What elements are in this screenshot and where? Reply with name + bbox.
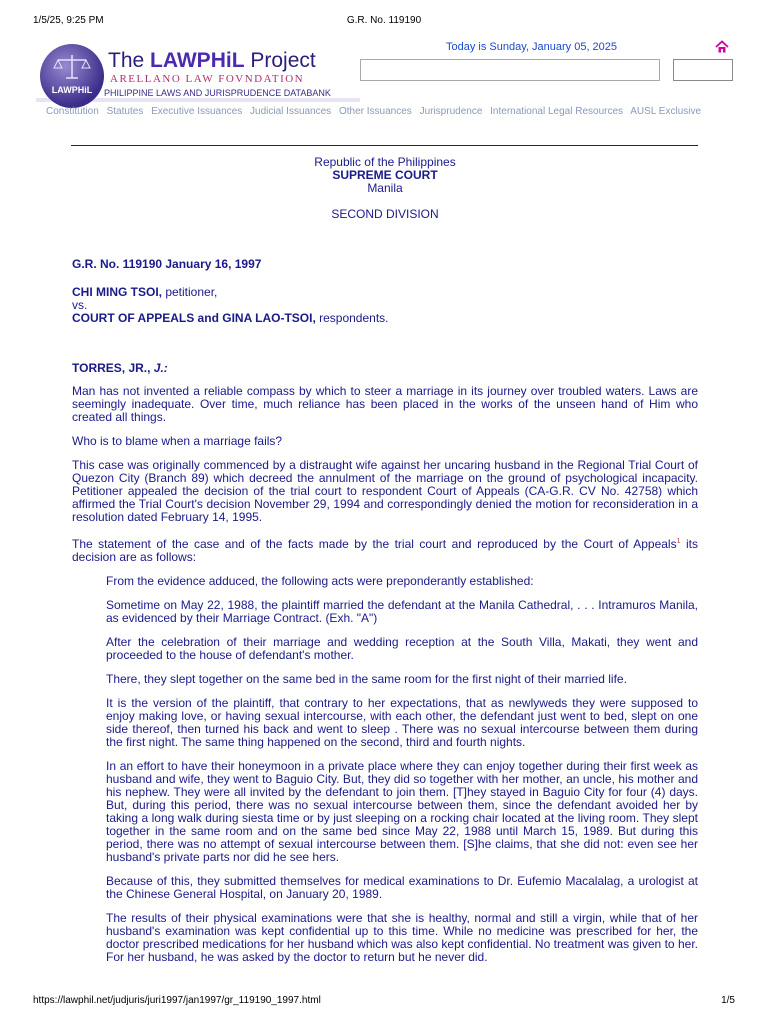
site-title-prefix: The: [108, 49, 151, 72]
quote-7: Because of this, they submitted themselves for medical examinations to Dr. Eufemio Macalalag, a urologist at the Chinese General Hospital, on January 20, 1989.: [106, 874, 698, 901]
nav-statutes[interactable]: Statutes: [106, 106, 144, 117]
today-date: Today is Sunday, January 05, 2025: [446, 41, 618, 53]
paragraph-4: [72, 535, 698, 564]
respondent: [72, 312, 698, 325]
paragraph-4-text-end: its decision are as follows:: [72, 537, 698, 564]
quote-2: Sometime on May 22, 1988, the plaintiff married the defendant at the Manila Cathedral, . . . Intramuros Manila, as evidenced by their Marriage Contract. (Exh. "A"): [106, 598, 698, 625]
site-title-bold: LAWPHiL: [150, 49, 245, 72]
paragraph-3: This case was originally commenced by a distraught wife against her uncaring husband in the Regional Trial Court of Quezon City (Branch 89) which decreed the annulment of the marriage on the ground of psychological incapacity. Petitioner appealed the decision of the trial court to respondent Court of Appeals (CA-G.R. CV No. 42758) which affirmed the Trial Court's decision November 29, 1994 and correspondingly denied the motion for reconsideration in a resolution dated February 14, 1995.: [72, 458, 698, 524]
print-page-number: 1/5: [721, 995, 735, 1006]
respondent-role: respondents.: [315, 311, 389, 325]
site-title-suffix: Project: [244, 49, 316, 72]
logo-text: LAWPHiL: [51, 85, 93, 95]
court-heading: [72, 156, 698, 221]
court-republic: Republic of the Philippines: [314, 155, 456, 169]
respondent-name: COURT OF APPEALS and GINA LAO-TSOI,: [72, 311, 316, 325]
case-parties: [72, 286, 698, 325]
court-name: SUPREME COURT: [332, 168, 438, 182]
main-nav: [46, 106, 706, 117]
quote-4: There, they slept together on the same bed in the same room for the first night of their married life.: [106, 672, 627, 686]
petitioner-name: CHI MING TSOI,: [72, 285, 162, 299]
print-datetime: 1/5/25, 9:25 PM: [33, 15, 104, 26]
quote-6: In an effort to have their honeymoon in a private place where they can enjoy together during their first week as husband and wife, they went to Baguio City. But, they did so together with her mother, an uncle, his mother and his nephew. They were all invited by the defendant to join them. [T]hey stayed in Baguio City for four (4) days. But, during this period, there was no sexual intercourse between them, since the defendant avoided her by taking a long walk during siesta time or by just sleeping on a rocking chair located at the living room. They slept together in the same room and on the same bed since May 22, 1988 until March 15, 1989. But during this period, there was no attempt of sexual intercourse between them. [S]he claims, that she did not: even see her husband's private parts nor did he see hers.: [106, 759, 698, 864]
quote-1: From the evidence adduced, the following acts were preponderantly established:: [106, 574, 534, 588]
decision-document: [72, 156, 698, 964]
paragraph-2: Who is to blame when a marriage fails?: [72, 434, 283, 448]
nav-jurisprudence[interactable]: Jurisprudence: [419, 106, 483, 117]
home-icon[interactable]: [715, 40, 729, 54]
nav-ausl-exclusive[interactable]: AUSL Exclusive: [630, 106, 702, 117]
print-url: https://lawphil.net/judjuris/juri1997/jan1997/gr_119190_1997.html: [33, 995, 321, 1006]
quote-3: After the celebration of their marriage and wedding reception at the South Villa, Makati, they went and proceeded to the house of defendant's mother.: [106, 635, 698, 662]
nav-other-issuances[interactable]: Other Issuances: [338, 106, 412, 117]
paragraph-1: Man has not invented a reliable compass by which to steer a marriage in its journey over troubled waters. Laws are seemingly inadequate. Over time, much reliance has been placed in the works of the unseen hand of Him who created all things.: [72, 384, 698, 424]
nav-constitution[interactable]: Constitution: [46, 106, 99, 117]
nav-international-legal-resources[interactable]: International Legal Resources: [490, 106, 624, 117]
header-divider: [71, 145, 698, 146]
site-title: [108, 49, 316, 73]
search-input[interactable]: [360, 59, 660, 81]
search-button[interactable]: [673, 59, 733, 81]
print-header: [33, 15, 735, 29]
print-footer: [33, 995, 735, 1009]
paragraph-4-text: The statement of the case and of the facts made by the trial court and reproduced by the Court of Appeals: [72, 537, 677, 551]
footnote-1-link[interactable]: 1: [676, 538, 681, 545]
ponente-name: TORRES, JR.,: [72, 361, 154, 375]
quote-5: It is the version of the plaintiff, that contrary to her expectations, that as newlyweds they were supposed to enjoy making love, or having sexual intercourse, with each other, the defendant just went to bed, slept on one side thereof, then turned his back and went to sleep . There was no sexual intercourse between them during the first night. The same thing happened on the second, third and fourth nights.: [106, 696, 698, 749]
court-division: SECOND DIVISION: [331, 207, 439, 221]
quote-8: The results of their physical examinations were that she is healthy, normal and still a virgin, while that of her husband's examination was kept confidential up to this time. While no medicine was prescribed for her, the doctor prescribed medications for her husband which was also kept confidential. No treatment was given to her. For her husband, he was asked by the doctor to return but he never did.: [106, 911, 698, 964]
scales-of-justice-icon: [52, 52, 92, 82]
petitioner-role: petitioner,: [162, 285, 218, 299]
versus: vs.: [72, 298, 88, 312]
site-tagline: PHILIPPINE LAWS AND JURISPRUDENCE DATABANK: [104, 88, 331, 98]
ponente-title: J.:: [153, 361, 168, 375]
nav-executive-issuances[interactable]: Executive Issuances: [151, 106, 243, 117]
case-number: G.R. No. 119190 January 16, 1997: [72, 257, 262, 271]
site-subtitle: ARELLANO LAW FOVNDATION: [110, 73, 305, 85]
print-title: G.R. No. 119190: [346, 15, 422, 26]
nav-judicial-issuances[interactable]: Judicial Issuances: [250, 106, 332, 117]
ponente: [72, 362, 698, 375]
petitioner: [72, 286, 698, 299]
court-location: Manila: [367, 181, 403, 195]
